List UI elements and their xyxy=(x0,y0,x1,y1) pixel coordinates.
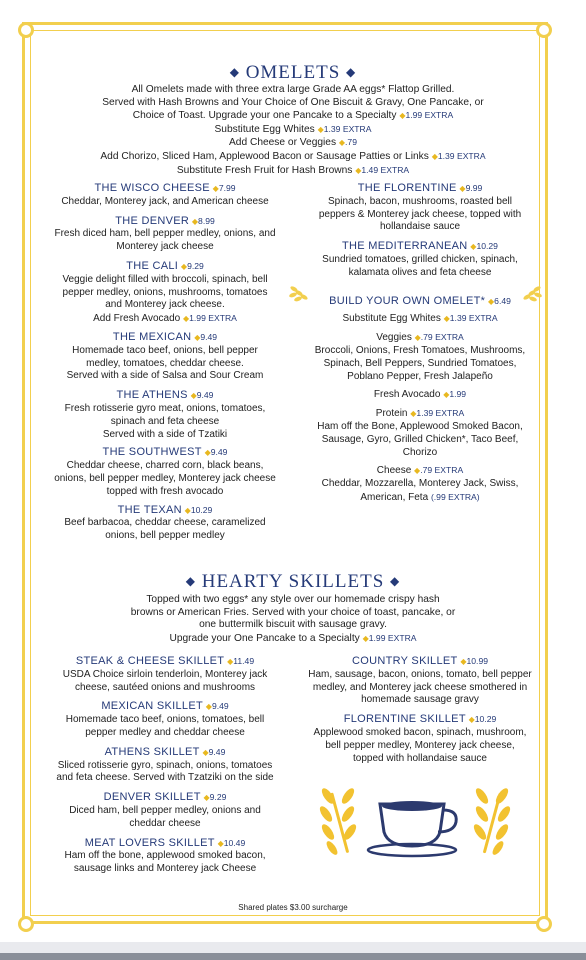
item-desc: kalamata olives and feta cheese xyxy=(348,266,492,278)
byo-cheese-last-price: (.99 EXTRA) xyxy=(430,491,480,502)
diamond-icon: ◆ xyxy=(399,111,406,121)
item-price: 9.49 xyxy=(210,447,228,458)
extra-price: 1.39 EXTRA xyxy=(323,123,372,134)
diamond-icon: ◆ xyxy=(229,65,240,79)
menu-item-texan xyxy=(38,503,292,543)
diamond-icon: ◆ xyxy=(362,633,369,643)
diamond-icon: ◆ xyxy=(443,390,450,400)
diamond-icon: ◆ xyxy=(217,838,224,848)
item-desc: sausage links and Monterey jack Cheese xyxy=(73,863,257,875)
diamond-icon: ◆ xyxy=(443,314,450,324)
diamond-icon: ◆ xyxy=(227,657,234,666)
item-desc: cheddar cheese xyxy=(129,817,201,829)
corner-ornament-icon xyxy=(18,916,34,932)
omelets-heading-text: OMELETS xyxy=(245,62,341,83)
coffee-cup-icon xyxy=(316,782,516,866)
extra-line xyxy=(60,123,526,137)
item-price: 9.29 xyxy=(209,792,227,803)
intro-line: one buttermilk biscuit with sausage gravy. xyxy=(199,619,387,631)
item-desc: medley, and Monterey jack cheese smothered in xyxy=(312,681,528,693)
item-desc: pepper medley and cheddar cheese xyxy=(85,726,245,738)
diamond-icon: ◆ xyxy=(414,333,421,343)
corner-ornament-icon xyxy=(536,22,552,38)
item-desc: and Monterey jack cheese. xyxy=(105,299,225,311)
byo-protein-label: Protein xyxy=(375,408,408,420)
item-name: THE ATHENS xyxy=(116,389,188,402)
diamond-icon: ◆ xyxy=(182,314,190,324)
extra-price: 1.49 EXTRA xyxy=(361,164,410,175)
menu-item-mexican xyxy=(38,330,292,383)
byo-sub-line xyxy=(292,312,548,326)
corner-ornament-icon xyxy=(18,22,34,38)
byo-protein-price: 1.39 EXTRA xyxy=(416,408,465,419)
diamond-icon: ◆ xyxy=(460,657,467,666)
menu-item-denver-skillet xyxy=(38,790,292,830)
skillets-right-column xyxy=(292,654,548,765)
item-desc: Diced ham, bell pepper medley, onions and xyxy=(69,804,261,816)
item-price: 10.29 xyxy=(476,241,498,252)
item-name: THE DENVER xyxy=(115,214,190,227)
diamond-icon: ◆ xyxy=(191,216,199,226)
diamond-icon: ◆ xyxy=(212,184,219,193)
item-name: BUILD YOUR OWN OMELET* xyxy=(329,294,486,307)
item-desc: peppers & Monterey jack cheese, topped with xyxy=(318,208,522,220)
byo-cheese-label: Cheese xyxy=(376,465,412,477)
byo-sub-price: 1.39 EXTRA xyxy=(449,313,498,324)
byo-protein-line xyxy=(292,407,548,421)
byo-avocado-label: Fresh Avocado xyxy=(373,389,441,401)
diamond-icon: ◆ xyxy=(338,138,346,148)
byo-cheese-last xyxy=(292,491,548,505)
intro-line: browns or American Fries. Served with your choice of toast, pancake, or xyxy=(130,606,456,618)
intro-price: 1.99 EXTRA xyxy=(405,110,454,121)
item-desc: and feta cheese. Served with Tzatziki on the side xyxy=(56,772,274,784)
byo-sub-text: Substitute Egg Whites xyxy=(342,313,441,325)
item-name: THE FLORENTINE xyxy=(357,182,457,194)
item-name: THE MEDITERRANEAN xyxy=(342,240,468,253)
item-name: THE CALI xyxy=(126,259,179,272)
item-desc: Sundried tomatoes, grilled chicken, spinach, xyxy=(322,253,518,265)
item-price: 11.49 xyxy=(233,656,255,666)
diamond-icon: ◆ xyxy=(488,296,495,306)
item-desc: Cheddar cheese, charred corn, black beans, xyxy=(66,460,264,472)
item-name: THE WISCO CHEESE xyxy=(94,182,210,194)
item-desc: Ham off the Bone, Applewood Smoked Bacon, xyxy=(317,420,523,432)
byo-veggies-line xyxy=(292,331,548,345)
extra-text: Add Fresh Avocado xyxy=(93,313,181,325)
diamond-icon: ◆ xyxy=(203,793,210,803)
diamond-icon: ◆ xyxy=(459,184,466,193)
item-price: 10.99 xyxy=(466,656,489,666)
item-name: FLORENTINE SKILLET xyxy=(343,713,466,726)
item-price: 10.29 xyxy=(190,504,213,515)
extra-text: Substitute Fresh Fruit for Hash Browns xyxy=(176,164,353,176)
item-desc: cheese, sautéed onions and mushrooms xyxy=(74,681,256,693)
footer-note: Shared plates $3.00 surcharge xyxy=(238,903,348,912)
item-desc: topped with fresh avocado xyxy=(106,485,224,497)
item-desc: USDA Choice sirloin tenderloin, Monterey jack xyxy=(62,668,268,680)
item-desc: Homemade taco beef, onions, tomatoes, bell xyxy=(65,714,265,726)
diamond-icon: ◆ xyxy=(355,165,362,175)
menu-item-steak-cheese-skillet xyxy=(38,654,292,694)
omelets-heading xyxy=(0,62,586,84)
item-desc: topped with hollandaise sauce xyxy=(353,752,487,764)
menu-item-florentine xyxy=(292,181,548,234)
item-desc: Veggie delight filled with broccoli, spinach, bell xyxy=(62,273,268,285)
item-desc: Served with a side of Tzatiki xyxy=(102,428,228,440)
byo-avocado-line xyxy=(292,388,548,402)
diamond-icon: ◆ xyxy=(414,466,421,476)
corner-ornament-icon xyxy=(536,916,552,932)
extra-price: .79 xyxy=(345,137,357,148)
diamond-icon: ◆ xyxy=(468,715,475,725)
menu-item-build-your-own xyxy=(292,294,548,505)
byo-veggies-price: .79 EXTRA xyxy=(420,332,464,343)
item-desc: Ham off the bone, applewood smoked bacon, xyxy=(64,850,266,862)
menu-item-florentine-skillet xyxy=(292,712,548,765)
item-desc: Sliced rotisserie gyro, spinach, onions, tomatoes xyxy=(57,759,273,771)
intro-line-text: Choice of Toast. Upgrade your one Pancake to a Specialty xyxy=(132,110,397,122)
menu-item-denver xyxy=(38,214,292,254)
diamond-icon: ◆ xyxy=(190,391,197,401)
item-name: COUNTRY SKILLET xyxy=(351,655,458,667)
diamond-icon: ◆ xyxy=(390,574,401,588)
diamond-icon: ◆ xyxy=(204,448,211,458)
extra-text: Substitute Egg Whites xyxy=(214,123,315,135)
item-desc: spinach and feta cheese xyxy=(110,415,220,427)
byo-cheese-line xyxy=(292,464,548,478)
intro-line xyxy=(60,632,526,646)
menu-item-country-skillet xyxy=(292,654,548,707)
item-desc: medley, tomatoes, cheddar cheese. xyxy=(86,357,244,369)
diamond-icon: ◆ xyxy=(180,261,188,271)
skillets-heading xyxy=(0,571,586,593)
diamond-icon: ◆ xyxy=(431,151,438,161)
skillets-left-column xyxy=(38,654,292,876)
item-price: 10.29 xyxy=(474,714,497,725)
item-price: 8.99 xyxy=(198,215,215,226)
omelets-left-column xyxy=(38,181,292,543)
diamond-icon: ◆ xyxy=(202,747,209,757)
byo-cheese-price: .79 EXTRA xyxy=(420,465,464,476)
item-name: ATHENS SKILLET xyxy=(104,745,200,758)
item-name: THE SOUTHWEST xyxy=(102,446,202,459)
byo-avocado-price: 1.99 xyxy=(449,389,467,400)
item-desc: homemade sausage gravy xyxy=(361,694,479,706)
extra-line xyxy=(60,164,526,178)
diamond-icon: ◆ xyxy=(194,332,201,342)
diamond-icon: ◆ xyxy=(346,65,357,79)
menu-item-mediterranean xyxy=(292,239,548,279)
menu-item-southwest xyxy=(38,445,292,498)
item-desc: Cheddar, Mozzarella, Monterey Jack, Swiss, xyxy=(321,478,519,490)
item-name: THE TEXAN xyxy=(117,503,182,516)
item-name: THE MEXICAN xyxy=(112,330,192,343)
diamond-icon: ◆ xyxy=(410,409,417,419)
extra-line xyxy=(60,150,526,164)
item-price: 6.49 xyxy=(494,295,511,306)
item-desc: Broccoli, Onions, Fresh Tomatoes, Mushrooms, xyxy=(314,344,526,356)
item-price: 9.99 xyxy=(465,183,483,193)
item-desc: pepper medley, onions, mushrooms, tomatoes xyxy=(62,286,268,298)
viewer-scrollbar-track[interactable] xyxy=(0,953,586,960)
item-name: DENVER SKILLET xyxy=(103,791,201,804)
menu-item-wisco xyxy=(38,181,292,209)
item-price: 9.49 xyxy=(208,746,226,757)
item-desc: Applewood smoked bacon, spinach, mushroom, xyxy=(313,726,527,738)
menu-item-athens xyxy=(38,388,292,441)
item-desc: onions, bell pepper medley xyxy=(105,530,225,542)
item-desc: Homemade taco beef, onions, bell pepper xyxy=(72,344,258,356)
item-price: 7.99 xyxy=(218,183,236,193)
skillets-intro xyxy=(60,594,526,645)
byo-veggies-label: Veggies xyxy=(376,332,412,344)
item-desc: Sausage, Gyro, Grilled Chicken*, Taco Beef, xyxy=(321,433,519,445)
item-desc: onions, bell pepper medley, Monterey jack cheese xyxy=(54,472,276,484)
item-extra xyxy=(38,312,292,326)
item-price: 9.29 xyxy=(187,260,204,271)
item-desc: Ham, sausage, bacon, onions, tomato, bell pepper xyxy=(308,668,532,680)
diamond-icon: ◆ xyxy=(205,702,212,712)
item-desc: American, Feta xyxy=(360,491,429,503)
diamond-icon: ◆ xyxy=(185,574,196,588)
diamond-icon: ◆ xyxy=(184,505,191,515)
item-desc: Poblano Pepper, Fresh Jalapeño xyxy=(347,370,493,382)
item-desc: Spinach, bacon, mushrooms, roasted bell xyxy=(328,195,512,207)
intro-line: Topped with two eggs* any style over our homemade crispy hash xyxy=(146,594,440,605)
item-desc: Chorizo xyxy=(402,446,438,458)
extra-price: 1.99 EXTRA xyxy=(189,313,237,324)
skillets-heading-text: HEARTY SKILLETS xyxy=(201,571,385,592)
item-name: STEAK & CHEESE SKILLET xyxy=(75,655,225,667)
laurel-right-icon xyxy=(515,284,543,304)
item-desc: Served with a side of Salsa and Sour Cream xyxy=(66,370,264,382)
item-desc: Cheddar, Monterey jack, and American cheese xyxy=(61,195,269,207)
item-price: 9.49 xyxy=(196,390,214,401)
item-name: MEAT LOVERS SKILLET xyxy=(84,836,215,849)
extra-line xyxy=(60,136,526,150)
item-desc: bell pepper medley, Monterey jack cheese, xyxy=(325,739,515,751)
upgrade-price: 1.99 EXTRA xyxy=(368,632,417,643)
item-price: 10.49 xyxy=(223,837,246,848)
diamond-icon: ◆ xyxy=(470,242,477,252)
upgrade-text: Upgrade your One Pancake to a Specialty xyxy=(169,632,360,644)
omelets-intro xyxy=(60,84,526,177)
menu-item-mexican-skillet xyxy=(38,699,292,739)
item-desc: Spinach, Bell Peppers, Sundried Tomatoes, xyxy=(323,357,517,369)
intro-line: Served with Hash Browns and Your Choice of One Biscuit & Gravy, One Pancake, or xyxy=(102,96,484,108)
omelets-right-column xyxy=(292,181,548,505)
menu-item-meat-lovers-skillet xyxy=(38,836,292,876)
extra-price: 1.39 EXTRA xyxy=(437,150,486,161)
item-name: MEXICAN SKILLET xyxy=(101,700,204,713)
item-price: 9.49 xyxy=(200,331,218,342)
item-desc: Monterey jack cheese xyxy=(116,241,214,253)
item-price: 9.49 xyxy=(211,701,229,712)
diamond-icon: ◆ xyxy=(317,124,324,134)
item-desc: Fresh diced ham, bell pepper medley, onions, and xyxy=(54,228,276,240)
menu-item-cali xyxy=(38,259,292,326)
item-desc: Beef barbacoa, cheddar cheese, caramelized xyxy=(64,517,266,529)
menu-item-athens-skillet xyxy=(38,745,292,785)
item-desc: Fresh rotisserie gyro meat, onions, tomatoes, xyxy=(64,402,266,414)
extra-text: Add Chorizo, Sliced Ham, Applewood Bacon or Sausage Patties or Links xyxy=(100,150,429,162)
intro-line xyxy=(60,109,526,123)
item-desc: hollandaise sauce xyxy=(379,221,461,233)
intro-line: All Omelets made with three extra large Grade AA eggs* Flattop Grilled. xyxy=(131,84,455,95)
extra-text: Add Cheese or Veggies xyxy=(229,137,337,149)
laurel-left-icon xyxy=(288,284,316,304)
